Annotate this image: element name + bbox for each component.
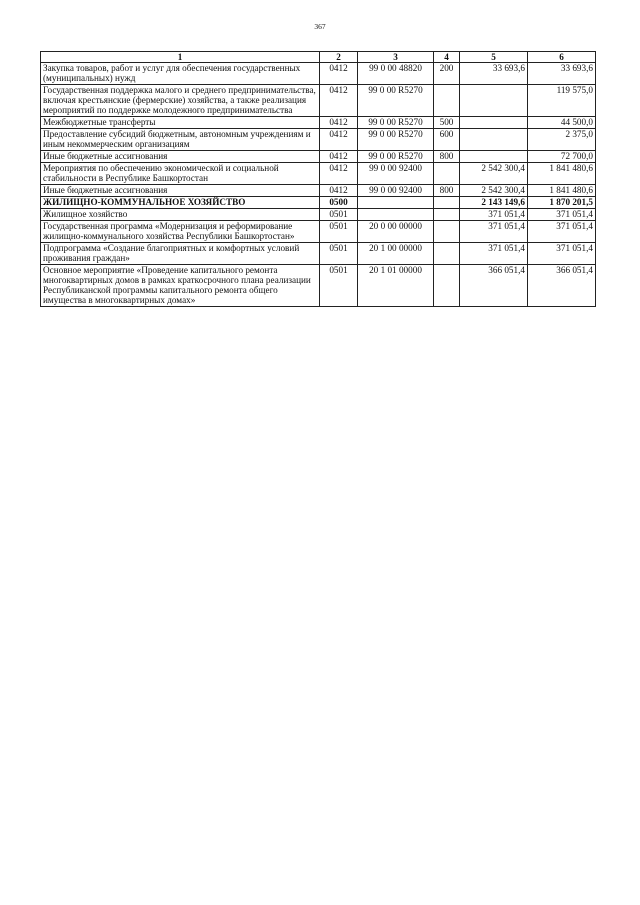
- section-code: 0500: [320, 197, 358, 209]
- row-description: ЖИЛИЩНО-КОММУНАЛЬНОЕ ХОЗЯЙСТВО: [41, 197, 320, 209]
- amount-column-5: 371 051,4: [460, 243, 528, 265]
- amount-column-5: 2 542 300,4: [460, 185, 528, 197]
- amount-column-5: 371 051,4: [460, 221, 528, 243]
- target-item-code: 99 0 00 R5270: [358, 85, 434, 117]
- table-row: [41, 85, 596, 117]
- amount-column-5: 366 051,4: [460, 265, 528, 307]
- amount-column-6: 371 051,4: [528, 243, 596, 265]
- column-header: 1: [41, 52, 320, 63]
- section-code: 0412: [320, 85, 358, 117]
- table-row: [41, 151, 596, 163]
- amount-column-6: 366 051,4: [528, 265, 596, 307]
- row-description: Иные бюджетные ассигнования: [41, 151, 320, 163]
- table-body: [41, 63, 596, 307]
- expense-type-code: [434, 221, 460, 243]
- amount-column-6: 33 693,6: [528, 63, 596, 85]
- table-row: [41, 209, 596, 221]
- expense-type-code: [434, 243, 460, 265]
- amount-column-6: 72 700,0: [528, 151, 596, 163]
- expense-type-code: [434, 85, 460, 117]
- amount-column-5: [460, 151, 528, 163]
- page-number: 367: [314, 22, 326, 31]
- row-description: Межбюджетные трансферты: [41, 117, 320, 129]
- amount-column-6: 371 051,4: [528, 221, 596, 243]
- target-item-code: 99 0 00 R5270: [358, 151, 434, 163]
- amount-column-5: [460, 129, 528, 151]
- table-header-row: [41, 52, 596, 63]
- row-description: Государственная поддержка малого и среднего предпринимательства, включая крестьянские (фермерские) хозяйства, а также реализация мероприятий по поддержке молодежного предпринимательства: [41, 85, 320, 117]
- target-item-code: 99 0 00 R5270: [358, 117, 434, 129]
- row-description: Государственная программа «Модернизация и реформирование жилищно-коммунального хозяйства Республики Башкортостан»: [41, 221, 320, 243]
- target-item-code: 20 1 01 00000: [358, 265, 434, 307]
- expense-type-code: [434, 209, 460, 221]
- row-description: Жилищное хозяйство: [41, 209, 320, 221]
- column-header: 3: [358, 52, 434, 63]
- expense-type-code: [434, 197, 460, 209]
- expense-type-code: 600: [434, 129, 460, 151]
- section-code: 0412: [320, 151, 358, 163]
- table-row: [41, 243, 596, 265]
- target-item-code: 99 0 00 92400: [358, 185, 434, 197]
- amount-column-5: 371 051,4: [460, 209, 528, 221]
- section-code: 0412: [320, 185, 358, 197]
- expense-type-code: 800: [434, 185, 460, 197]
- table-row: [41, 129, 596, 151]
- amount-column-5: 33 693,6: [460, 63, 528, 85]
- expense-type-code: [434, 163, 460, 185]
- expense-type-code: [434, 265, 460, 307]
- column-header: 4: [434, 52, 460, 63]
- target-item-code: 20 1 00 00000: [358, 243, 434, 265]
- expense-type-code: 500: [434, 117, 460, 129]
- row-description: Мероприятия по обеспечению экономической и социальной стабильности в Республике Башкортостан: [41, 163, 320, 185]
- amount-column-6: 371 051,4: [528, 209, 596, 221]
- section-code: 0412: [320, 117, 358, 129]
- expense-type-code: 200: [434, 63, 460, 85]
- amount-column-6: 119 575,0: [528, 85, 596, 117]
- section-code: 0501: [320, 243, 358, 265]
- amount-column-5: [460, 85, 528, 117]
- expense-type-code: 800: [434, 151, 460, 163]
- table-row: [41, 163, 596, 185]
- table-row: [41, 63, 596, 85]
- amount-column-6: 1 841 480,6: [528, 185, 596, 197]
- table-row: [41, 117, 596, 129]
- amount-column-6: 1 841 480,6: [528, 163, 596, 185]
- row-description: Иные бюджетные ассигнования: [41, 185, 320, 197]
- section-code: 0412: [320, 163, 358, 185]
- row-description: Основное мероприятие «Проведение капитального ремонта многоквартирных домов в рамках краткосрочного плана реализации Республиканской программы капитального ремонта общего имущества в многоквартирных домах»: [41, 265, 320, 307]
- section-code: 0412: [320, 63, 358, 85]
- column-header: 5: [460, 52, 528, 63]
- section-code: 0501: [320, 221, 358, 243]
- amount-column-6: 1 870 201,5: [528, 197, 596, 209]
- amount-column-6: 2 375,0: [528, 129, 596, 151]
- section-code: 0501: [320, 209, 358, 221]
- column-header: 2: [320, 52, 358, 63]
- column-header: 6: [528, 52, 596, 63]
- amount-column-5: 2 143 149,6: [460, 197, 528, 209]
- section-code: 0501: [320, 265, 358, 307]
- row-description: Предоставление субсидий бюджетным, автономным учреждениям и иным некоммерческим организациям: [41, 129, 320, 151]
- row-description: Подпрограмма «Создание благоприятных и комфортных условий проживания граждан»: [41, 243, 320, 265]
- section-code: 0412: [320, 129, 358, 151]
- amount-column-5: 2 542 300,4: [460, 163, 528, 185]
- amount-column-5: [460, 117, 528, 129]
- target-item-code: 99 0 00 48820: [358, 63, 434, 85]
- table-row: [41, 185, 596, 197]
- target-item-code: 99 0 00 92400: [358, 163, 434, 185]
- table-row: [41, 197, 596, 209]
- target-item-code: 20 0 00 00000: [358, 221, 434, 243]
- target-item-code: [358, 209, 434, 221]
- table-row: [41, 265, 596, 307]
- amount-column-6: 44 500,0: [528, 117, 596, 129]
- row-description: Закупка товаров, работ и услуг для обеспечения государственных (муниципальных) нужд: [41, 63, 320, 85]
- budget-table: [40, 51, 596, 307]
- table-row: [41, 221, 596, 243]
- target-item-code: 99 0 00 R5270: [358, 129, 434, 151]
- target-item-code: [358, 197, 434, 209]
